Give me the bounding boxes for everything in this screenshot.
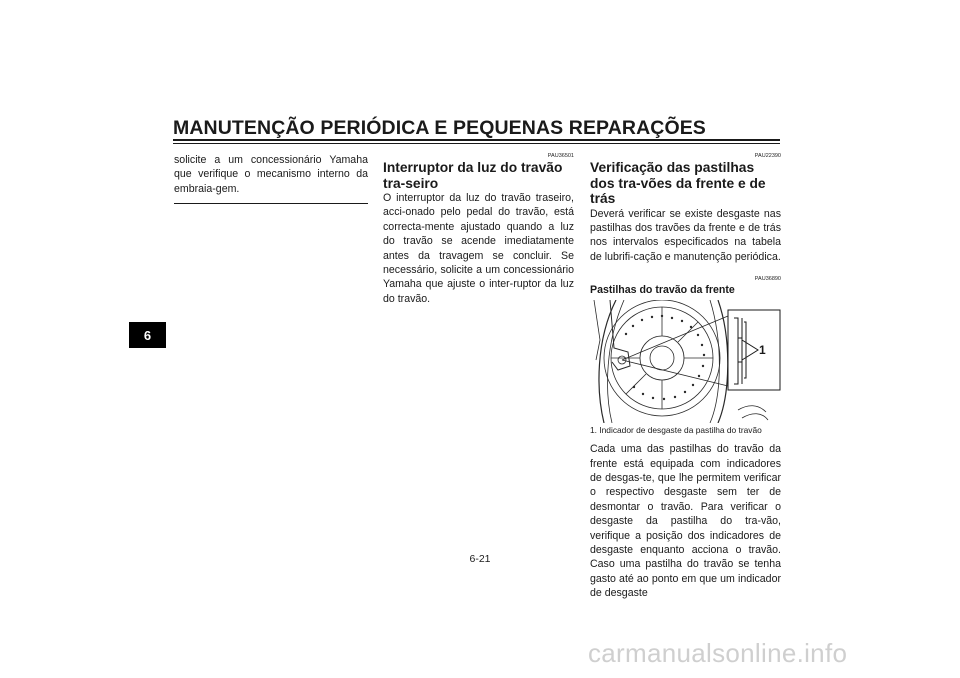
column-1 — [174, 153, 368, 204]
figure-caption: 1. Indicador de desgaste da pastilha do travão — [590, 425, 762, 436]
section-body-text: Cada uma das pastilhas do travão da frente está equipada com indicadores de desgas-te, que lhe permitem verificar o respectivo desgaste sem ter de desmontar o travão. Para verificar o desgaste da pastilha do tra-vão, verifique a posição dos indicadores de desgaste enquanto acciona o travão. Caso uma pastilha do travão se tenha gasto até ao ponto em que um indicador de desgaste — [590, 443, 781, 600]
page-title: MANUTENÇÃO PERIÓDICA E PEQUENAS REPARAÇÕES — [173, 117, 706, 139]
figure-callout-1: 1 — [759, 343, 766, 358]
section-heading: Verificação das pastilhas dos tra-vões da frente e de trás — [590, 160, 766, 206]
section-heading: Interruptor da luz do travão tra-seiro — [383, 160, 563, 191]
subsection-code: PAU36890 — [754, 276, 781, 283]
section-end-rule — [174, 203, 368, 204]
section-code: PAU36501 — [547, 153, 574, 159]
title-rule-thin — [173, 143, 780, 144]
brake-pad-figure — [590, 300, 781, 423]
section-intro-text: Deverá verificar se existe desgaste nas pastilhas dos travões da frente e de trás nos intervalos especificados na tabela de lubrifi-cação e manutenção periódica. — [590, 207, 781, 263]
column-1-text: solicite a um concessionário Yamaha que verifique o mecanismo interno da embraia-gem. — [174, 154, 368, 195]
column-3 — [590, 153, 781, 601]
chapter-tab: 6 — [129, 322, 166, 348]
section-text: O interruptor da luz do travão traseiro, acci-onado pelo pedal do travão, está correcta-mente ajustado quando a luz do travão se acende imediatamente antes da travagem se concluir. Se necessário, solicite a um concessionário Yamaha que ajuste o inter-ruptor da luz do travão. — [383, 192, 574, 305]
page-number: 6-21 — [469, 553, 491, 565]
title-rule — [173, 139, 780, 141]
section-code: PAU22390 — [754, 153, 781, 159]
subsection-heading: Pastilhas do travão da frente — [590, 284, 735, 297]
front-brake-illustration — [590, 300, 781, 423]
column-2 — [383, 153, 574, 306]
watermark: carmanualsonline.info — [588, 638, 848, 668]
